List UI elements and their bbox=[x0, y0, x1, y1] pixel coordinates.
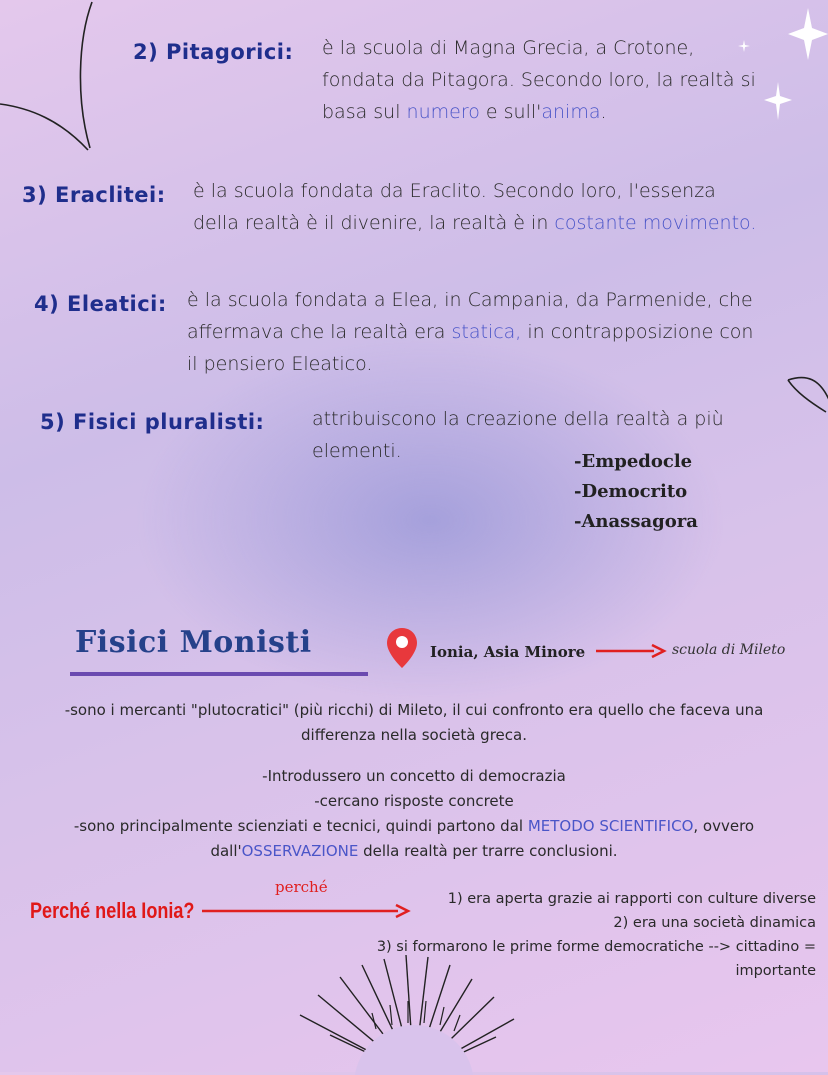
text-line: è la scuola di Magna Grecia, a Crotone, bbox=[322, 37, 695, 59]
text-line: -sono i mercanti "plutocratici" (più ricchi) di Mileto, il cui confronto era quello che faceva una bbox=[64, 701, 764, 719]
text-line bbox=[187, 316, 817, 348]
highlight-costante-movimento: costante movimento. bbox=[554, 212, 757, 234]
text-eleatici bbox=[187, 284, 817, 380]
title-fisici-monisti: Fisici Monisti bbox=[75, 625, 312, 660]
text-fragment: della realtà per trarre conclusioni. bbox=[358, 842, 618, 860]
arrow-right-icon bbox=[596, 643, 666, 659]
text-line: attribuiscono la creazione della realtà a più bbox=[312, 408, 724, 430]
list-item: importante bbox=[735, 963, 816, 979]
text-fragment: basa sul bbox=[322, 101, 407, 123]
text-fragment: dall' bbox=[210, 842, 242, 860]
text-line bbox=[193, 207, 823, 239]
arrow-label: perché bbox=[275, 878, 328, 896]
list-item: 2) era una società dinamica bbox=[613, 915, 816, 931]
question-perche-ionia: Perché nella Ionia? bbox=[30, 898, 195, 923]
list-item: -Democrito bbox=[574, 481, 688, 502]
text-line: differenza nella società greca. bbox=[301, 726, 527, 744]
text-line: -Introdussero un concetto di democrazia bbox=[262, 767, 566, 785]
text-fragment: . bbox=[600, 101, 607, 123]
text-line: è la scuola fondata da Eraclito. Secondo loro, l'essenza bbox=[193, 180, 716, 202]
list-item: -Empedocle bbox=[574, 451, 693, 472]
heading-eleatici: 4) Eleatici: bbox=[34, 292, 167, 316]
location-label: Ionia, Asia Minore bbox=[430, 643, 586, 661]
text-eraclitei bbox=[193, 175, 823, 239]
highlight-numero: numero bbox=[406, 101, 480, 123]
text-line: è la scuola fondata a Elea, in Campania, da Parmenide, che bbox=[187, 289, 753, 311]
highlight-statica: statica, bbox=[451, 321, 522, 343]
heading-eraclitei: 3) Eraclitei: bbox=[22, 183, 166, 207]
philosopher-list bbox=[574, 447, 698, 537]
list-item: -Anassagora bbox=[574, 511, 698, 532]
highlight-osservazione: OSSERVAZIONE bbox=[241, 842, 359, 860]
title-underline bbox=[70, 672, 368, 676]
list-item: 1) era aperta grazie ai rapporti con culture diverse bbox=[447, 891, 816, 907]
decorative-curve-right bbox=[786, 372, 828, 452]
monisti-paragraph-2 bbox=[20, 764, 808, 864]
text-fragment: della realtà è il divenire, la realtà è in bbox=[193, 212, 555, 234]
text-line bbox=[20, 839, 808, 864]
text-line bbox=[322, 96, 802, 128]
text-fragment: -sono principalmente scienziati e tecnici, quindi partono dal bbox=[73, 817, 528, 835]
text-fragment: affermava che la realtà era bbox=[187, 321, 452, 343]
text-fragment: in contrapposizione con bbox=[521, 321, 754, 343]
text-fragment: e sull' bbox=[479, 101, 542, 123]
text-line: fondata da Pitagora. Secondo loro, la realtà si bbox=[322, 69, 756, 91]
text-pluralisti bbox=[312, 403, 792, 467]
highlight-metodo-scientifico: METODO SCIENTIFICO bbox=[527, 817, 694, 835]
text-line: il pensiero Eleatico. bbox=[187, 353, 373, 375]
location-pin-icon bbox=[386, 626, 418, 670]
text-fragment: , ovvero bbox=[693, 817, 755, 835]
text-line bbox=[20, 814, 808, 839]
text-pitagorici bbox=[322, 32, 802, 128]
decorative-curve-top-left bbox=[0, 0, 120, 160]
heading-pitagorici: 2) Pitagorici: bbox=[133, 40, 294, 64]
text-line: -cercano risposte concrete bbox=[314, 792, 514, 810]
monisti-paragraph-1 bbox=[20, 698, 808, 748]
heading-pluralisti: 5) Fisici pluralisti: bbox=[40, 410, 265, 434]
text-line: elementi. bbox=[312, 440, 402, 462]
sunburst-decoration bbox=[0, 955, 828, 1075]
school-label: scuola di Mileto bbox=[672, 642, 786, 658]
highlight-anima: anima bbox=[541, 101, 601, 123]
list-item: 3) si formarono le prime forme democratiche --> cittadino = bbox=[376, 939, 816, 955]
